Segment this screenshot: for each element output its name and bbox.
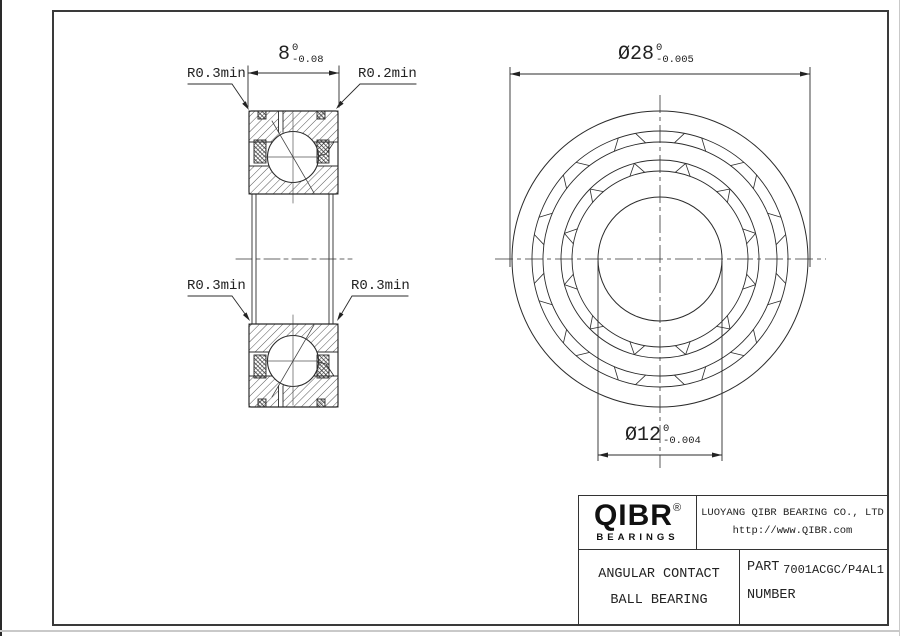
logo-subtitle: BEARINGS bbox=[596, 532, 679, 543]
dim-width-value: 8 bbox=[278, 42, 291, 66]
title-block bbox=[578, 495, 888, 625]
dim-od-text bbox=[618, 43, 694, 66]
dim-arrow bbox=[800, 72, 810, 77]
leader-label-bottom-right: R0.3min bbox=[351, 278, 410, 294]
cage-crosshatch bbox=[317, 140, 329, 163]
logo-text: QIBR bbox=[593, 499, 673, 532]
dim-arrow bbox=[598, 453, 608, 458]
seal-crosshatch bbox=[258, 399, 266, 407]
dim-width-text bbox=[278, 43, 324, 66]
dim-arrow bbox=[329, 71, 339, 76]
cage-crosshatch bbox=[254, 355, 266, 378]
dim-width-upper-tol: 0 bbox=[292, 42, 299, 54]
dim-arrow bbox=[712, 453, 722, 458]
dim-bore-upper-tol: 0 bbox=[663, 423, 670, 435]
front-view bbox=[495, 67, 826, 468]
product-name-cell bbox=[579, 550, 740, 625]
product-name-line1: ANGULAR CONTACT bbox=[598, 566, 720, 582]
title-block-detail-row bbox=[579, 550, 888, 625]
leader-arrow bbox=[337, 312, 344, 321]
product-name-line2: BALL BEARING bbox=[610, 592, 708, 608]
dim-arrow bbox=[510, 72, 520, 77]
dim-arrow bbox=[248, 71, 258, 76]
dim-od-lower-tol: -0.005 bbox=[656, 53, 694, 66]
part-number-cell bbox=[740, 550, 888, 625]
company-website: http://www.QIBR.com bbox=[732, 524, 853, 537]
cage-crosshatch bbox=[254, 140, 266, 163]
leader-arrow bbox=[243, 312, 250, 321]
seal-crosshatch bbox=[317, 399, 325, 407]
top-section bbox=[249, 111, 338, 203]
logo-cell bbox=[579, 496, 697, 549]
leader-label-top-left: R0.3min bbox=[187, 66, 246, 82]
registered-mark-icon: ® bbox=[672, 502, 682, 514]
section-view bbox=[188, 66, 416, 407]
dim-od-value: Ø28 bbox=[618, 42, 655, 66]
company-cell bbox=[697, 496, 888, 549]
title-block-header-row bbox=[579, 496, 888, 550]
dim-bore-value: Ø12 bbox=[625, 423, 662, 447]
seal-crosshatch bbox=[317, 111, 325, 119]
leader-label-top-right: R0.2min bbox=[358, 66, 417, 82]
dim-bore-text bbox=[625, 424, 701, 447]
part-label-line1: PART bbox=[747, 560, 780, 575]
dim-width-lines bbox=[248, 66, 339, 107]
bottom-section bbox=[249, 315, 338, 407]
part-number-value: 7001ACGC/P4AL1 bbox=[783, 563, 884, 577]
dim-bore-lower-tol: -0.004 bbox=[663, 434, 701, 447]
company-name: LUOYANG QIBR BEARING CO., LTD bbox=[701, 506, 884, 519]
leader-label-bottom-left: R0.3min bbox=[187, 278, 246, 294]
cage-crosshatch bbox=[317, 355, 329, 378]
dim-width-lower-tol: -0.08 bbox=[292, 53, 324, 66]
brand-logo bbox=[593, 499, 682, 532]
dim-od-upper-tol: 0 bbox=[656, 42, 663, 54]
part-label-line2: NUMBER bbox=[747, 588, 796, 603]
seal-crosshatch bbox=[258, 111, 266, 119]
